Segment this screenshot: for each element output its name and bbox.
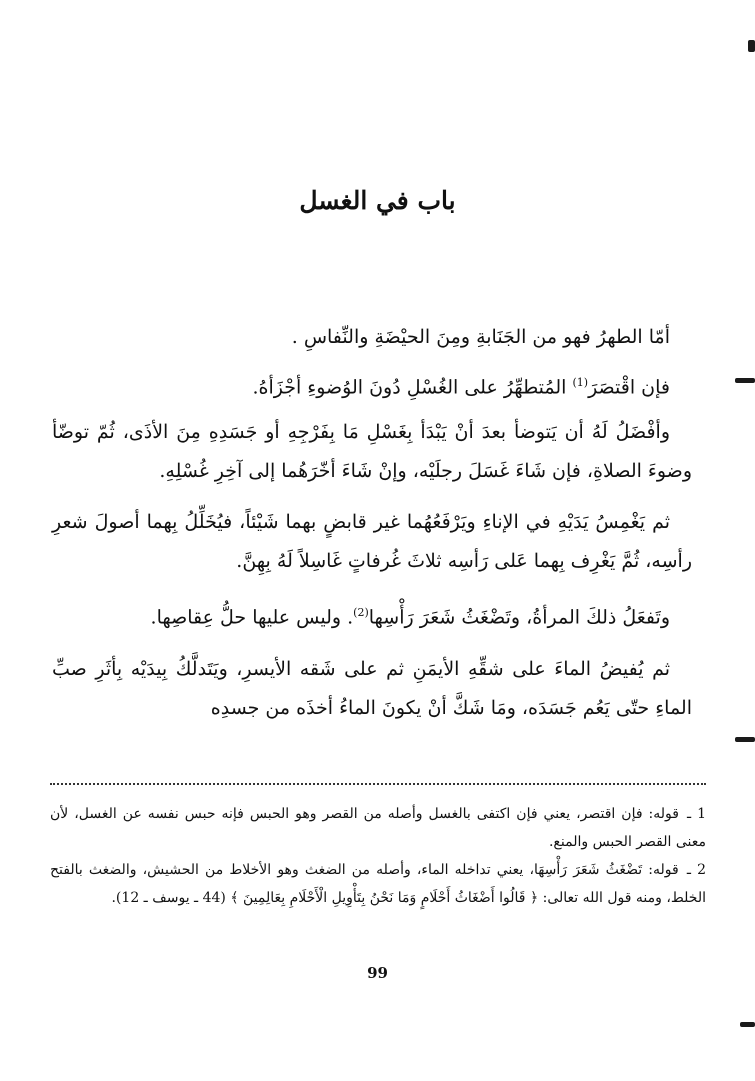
main-text xyxy=(52,318,692,740)
scan-edge-mark xyxy=(735,378,755,383)
footnote xyxy=(50,856,706,912)
footnote-text: قوله: فإن اقتصر، يعني فإن اكتفى بالغسل وأصله من القصر وهو الحبس فإنه حبس نفسه عن الغسل، لأن معنى القصر الحبس والمنع. xyxy=(50,806,706,850)
paragraph-text: . وليس عليها حلُّ عِقاصِها. xyxy=(150,606,354,629)
paragraph: أمّا الطهرُ فهو من الجَنَابةِ ومِنَ الحيْضَةِ والنِّفاسِ . xyxy=(291,326,670,348)
scan-edge-mark xyxy=(748,40,755,52)
paragraph: ثم يُفيضُ الماءَ على شقِّهِ الأيمَنِ ثم على شَقه الأيسرِ، ويَتَدلَّكُ بِيدَيْه بِأثَرِ صبِّ الماءِ حتّى يَعُم جَسَدَه، ومَا شَكَّ أنْ يكونَ الماءُ أخذَه من جسدِه xyxy=(52,657,692,719)
chapter-title: باب في الغسل xyxy=(299,186,456,215)
page-number: 99 xyxy=(367,964,388,982)
paragraph: ثم يَغْمِسُ يَدَيْهِ في الإناءِ ويَرْفَعُهُما غير قابضٍ بهما شَيْئاً، فيُخَلِّلُ بِهما أصولَ شعرِ رأسِه، ثُمَّ يَغْرِف بِهما عَلى رَأسِه ثلاثَ غُرفاتٍ غَاسِلاً لَهُ بِهِنَّ. xyxy=(52,511,692,573)
paragraph-text: فإن اقْتصَرَ xyxy=(588,376,670,399)
paragraph-text: المُتطهِّرُ على الغُسْلِ دُونَ الوُضوءِ أجْزَأهُ. xyxy=(252,376,573,399)
footnote-divider xyxy=(50,783,706,785)
paragraph xyxy=(52,363,692,407)
footnote xyxy=(50,800,706,856)
paragraph-text: وتَفعَلُ ذلكَ المرأةُ، وتَضْغَثُ شَعَرَ رَأْسِها xyxy=(368,606,670,629)
paragraph: وأفْضَلُ لَهُ أن يَتوضأ بعدَ أنْ يَبْدَأ بِغَسْلِ مَا بِفَرْجِهِ أو جَسَدِهِ مِنَ الأذَى، ثُمّ توضّأ وضوءَ الصلاةِ، فإن شَاءَ غَسَلَ رجلَيْه، وإنْ شَاءَ أخّرَهُما إلى آخِرِ غُسْلِهِ. xyxy=(52,421,692,483)
footnote-reference[interactable]: (2) xyxy=(353,606,369,620)
footnote-text: قوله: تَضْغَثُ شَعَرَ رَأْسِهَا، يعني تداخله الماء، وأصله من الضغث وهو الأخلاط من الحشيش، والضغث بالفتح الخلط، ومنه قول الله تعالى: ﴿ قَالُوا أَضْغَاثُ أَحْلَامٍ وَمَا نَحْنُ بِتَأْوِيلِ الْأَحْلَامِ بِعَالِمِينَ ﴾ (44 ـ يوسف ـ 12). xyxy=(50,862,706,906)
footnote-reference[interactable]: (1) xyxy=(572,376,589,389)
paragraph xyxy=(52,593,692,637)
scan-edge-mark xyxy=(740,1022,755,1027)
footnote-number: 2 ـ xyxy=(686,862,706,878)
footnote-number: 1 ـ xyxy=(686,806,706,822)
footnotes xyxy=(50,800,706,912)
scan-edge-mark xyxy=(735,737,755,742)
